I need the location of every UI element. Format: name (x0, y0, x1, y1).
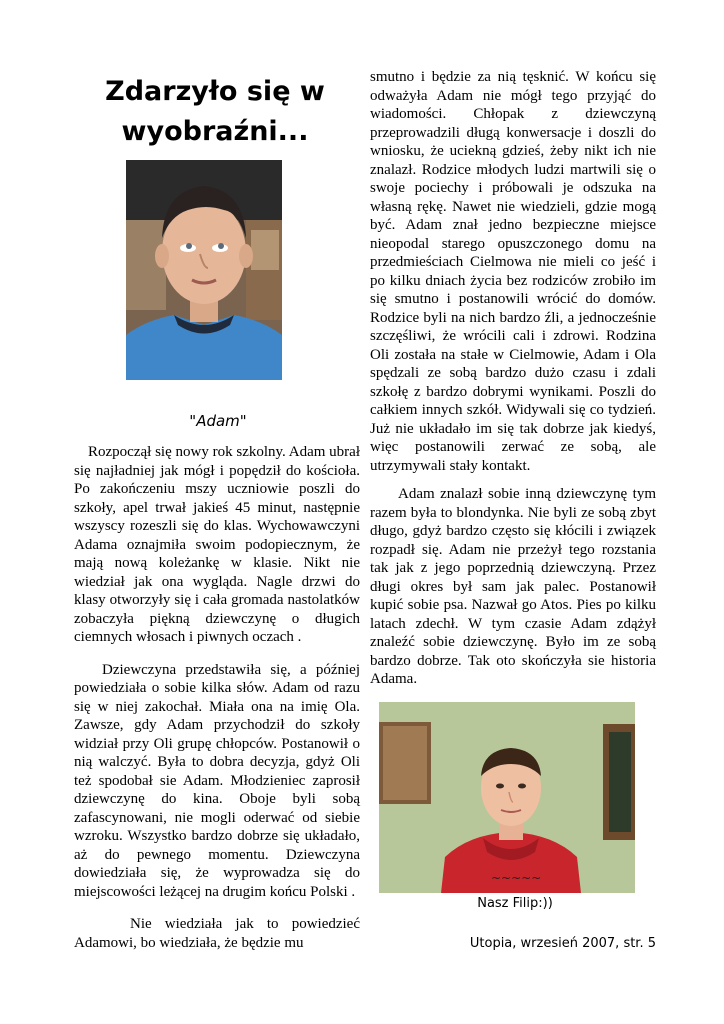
adam-photo (126, 160, 282, 380)
title-line-2: wyobraźni... (121, 116, 309, 147)
left-paragraph-3: Nie wiedziała jak to powiedzieć Adamowi, bo wiedziała, że będzie mu (74, 916, 360, 951)
right-text-column (370, 68, 656, 689)
article-title (90, 72, 340, 152)
adam-photo-illustration (126, 160, 282, 380)
filip-photo-illustration (379, 702, 635, 893)
svg-text:~~~~~: ~~~~~ (491, 871, 542, 885)
left-text-column (74, 443, 360, 952)
right-paragraph-1: smutno i będzie za nią tęsknić. W końcu się odważyła Adam nie mógł tego przyjąć do wiadomości. Chłopak z dziewczyną przeprowadzili długą konwersacje i doszli do wniosku, że uciekną gdzieś, żeby nikt ich nie znalazł. Rodzice młodych ludzi martwili się o swoje pociechy i próbowali je odszuka na własną rękę. Nawet nie wiedzieli, gdzie mogą być. Adam znał jedno bezpieczne miejsce nieopodal starego opuszczonego domu na przedmieściach Cielmowa nie mieli co jeść i po kilku dniach życia bez rodziców zrobiło im się smutno i postanowili wrócić do domów. Rodzice byli na nich bardzo źli, a jednocześnie szczęśliwi, że wrócili cali i zdrowi. Rodzina Oli została na stałe w Cielmowie, Adam i Ola spędzali ze sobą bardzo dużo czasu i zdali szkołę z bardzo dobrymi wynikami. Poszli do całkiem innych szkół. Widywali się co tydzień. Już nie układało im się tak dobrze jak kiedyś, więc postanowili zerwać ze sobą, ale utrzymywali stały kontakt. (370, 69, 656, 474)
left-paragraph-2: Dziewczyna przedstawiła się, a później powiedziała o sobie kilka słów. Adam od razu się w niej zakochał. Miała ona na imię Ola. Zawsze, gdy Adam przychodził do szkoły widział przy Oli grupę chłopców. Postanowił o nią walczyć. Była to dobra decyzja, gdyż Oli też spodobał sie Adam. Młodzieniec zaprosił dziewczynę do kina. Oboje byli sobą zafascynowani, nie mogli oderwać od siebie wzroku. Wszystko bardzo dobrze się układało, aż do pewnego momentu. Dziewczyna dowiedziała się, że wyprowadza się do miejscowości leżącej na drugim końcu Polski . (74, 661, 360, 900)
filip-photo (379, 702, 635, 893)
right-paragraph-2: Adam znalazł sobie inną dziewczynę tym razem była to blondynka. Nie byli ze sobą zbyt długo, gdyż bardzo często się kłócili i związek rozpadł się. Adam nie przeżył tego rozstania tak jak z jego poprzednią dziewczyną. Przez długi okres był sam jak palec. Postanowił kupić sobie psa. Nazwał go Atos. Pies po kilku latach zdechł. W tym czasie Adam zdążył znaleźć sobie dziewczynę. Było im ze sobą bardzo dobrze. Tak oto skończyła sie historia Adama. (370, 486, 656, 687)
title-line-1: Zdarzyło się w (105, 76, 325, 107)
filip-photo-caption: Nasz Filip:)) (477, 896, 553, 911)
page-footer: Utopia, wrzesień 2007, str. 5 (469, 936, 656, 951)
left-paragraph-1: Rozpoczął się nowy rok szkolny. Adam ubrał się najładniej jak mógł i popędził do kościoła. Po zakończeniu mszy uczniowie poszli do szkoły, apel trwał jakieś 45 minut, następnie wszyscy rozeszli się do klas. Wychowawczyni Adama oznajmiła swoim podopiecznym, że mają nową koleżankę w klasie. Nikt nie wiedział jak ona wygląda. Nagle drzwi do klasy otworzyły się i cała gromada nastolatków zobaczyła piękną dziewczynę o długich ciemnych włosach i piwnych oczach . (74, 444, 360, 645)
adam-photo-caption: "Adam" (189, 412, 247, 430)
